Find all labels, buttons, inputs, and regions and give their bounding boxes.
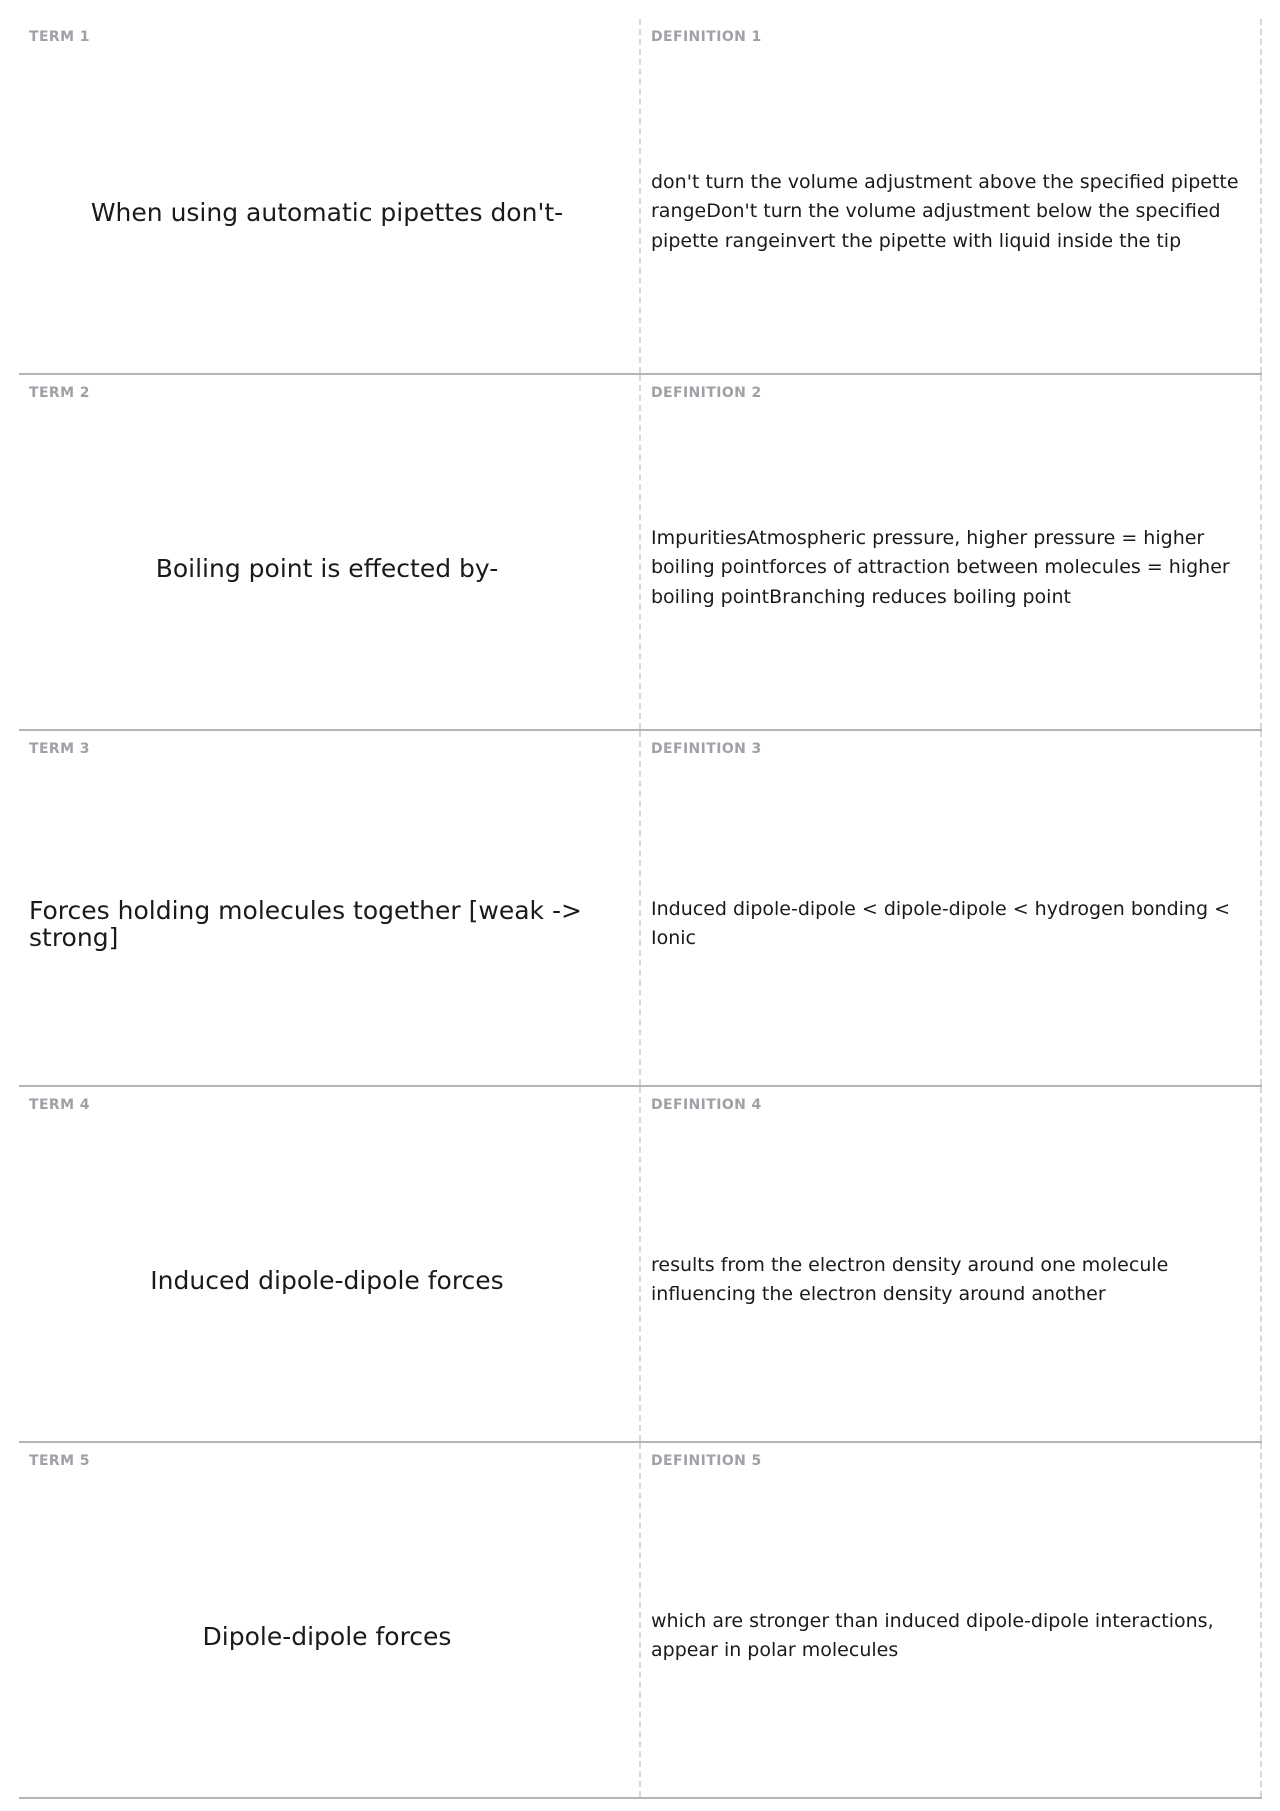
definition-cell <box>641 375 1262 729</box>
definition-cell <box>641 731 1262 1085</box>
definition-text: results from the electron density around one molecule influencing the electron density around another <box>651 1253 1169 1305</box>
term-label: TERM 4 <box>29 1097 90 1113</box>
term-text: Dipole-dipole forces <box>202 1621 452 1651</box>
term-body <box>29 61 625 363</box>
definition-text: which are stronger than induced dipole-dipole interactions, appear in polar molecules <box>651 1609 1214 1661</box>
definition-label: DEFINITION 5 <box>651 1453 762 1469</box>
definition-label: DEFINITION 4 <box>651 1097 762 1113</box>
definition-body <box>651 417 1246 719</box>
term-text: Boiling point is effected by- <box>155 553 499 583</box>
flashcard-row <box>19 375 1262 731</box>
term-label: TERM 5 <box>29 1453 90 1469</box>
term-text: When using automatic pipettes don't- <box>90 197 564 227</box>
flashcard-row <box>19 19 1262 375</box>
term-label: TERM 2 <box>29 385 90 401</box>
term-label: TERM 3 <box>29 741 90 757</box>
term-label: TERM 1 <box>29 29 90 45</box>
definition-label: DEFINITION 3 <box>651 741 762 757</box>
definition-label: DEFINITION 1 <box>651 29 762 45</box>
term-body <box>29 417 625 719</box>
term-cell <box>19 1087 641 1441</box>
definition-body <box>651 773 1246 1075</box>
term-cell <box>19 375 641 729</box>
definition-text: don't turn the volume adjustment above the specified pipette rangeDon't turn the volume adjustment below the specified pipette rangeinvert the pipette with liquid inside the tip <box>651 170 1239 252</box>
flashcard-row <box>19 731 1262 1087</box>
flashcard-sheet <box>19 19 1262 1799</box>
definition-label: DEFINITION 2 <box>651 385 762 401</box>
flashcard-row <box>19 1443 1262 1799</box>
flashcard-row <box>19 1087 1262 1443</box>
definition-body <box>651 1485 1246 1787</box>
term-text: Induced dipole-dipole forces <box>150 1265 504 1295</box>
term-body <box>29 773 625 1075</box>
definition-text: Induced dipole-dipole < dipole-dipole < hydrogen bonding < Ionic <box>651 897 1230 949</box>
definition-text: ImpuritiesAtmospheric pressure, higher pressure = higher boiling pointforces of attraction between molecules = higher boiling pointBranching reduces boiling point <box>651 526 1230 608</box>
definition-cell <box>641 19 1262 373</box>
term-body <box>29 1485 625 1787</box>
term-cell <box>19 19 641 373</box>
term-body <box>29 1129 625 1431</box>
definition-cell <box>641 1087 1262 1441</box>
term-cell <box>19 1443 641 1797</box>
definition-body <box>651 61 1246 363</box>
definition-body <box>651 1129 1246 1431</box>
definition-cell <box>641 1443 1262 1797</box>
term-text: Forces holding molecules together [weak -> strong] <box>29 896 582 952</box>
term-cell <box>19 731 641 1085</box>
